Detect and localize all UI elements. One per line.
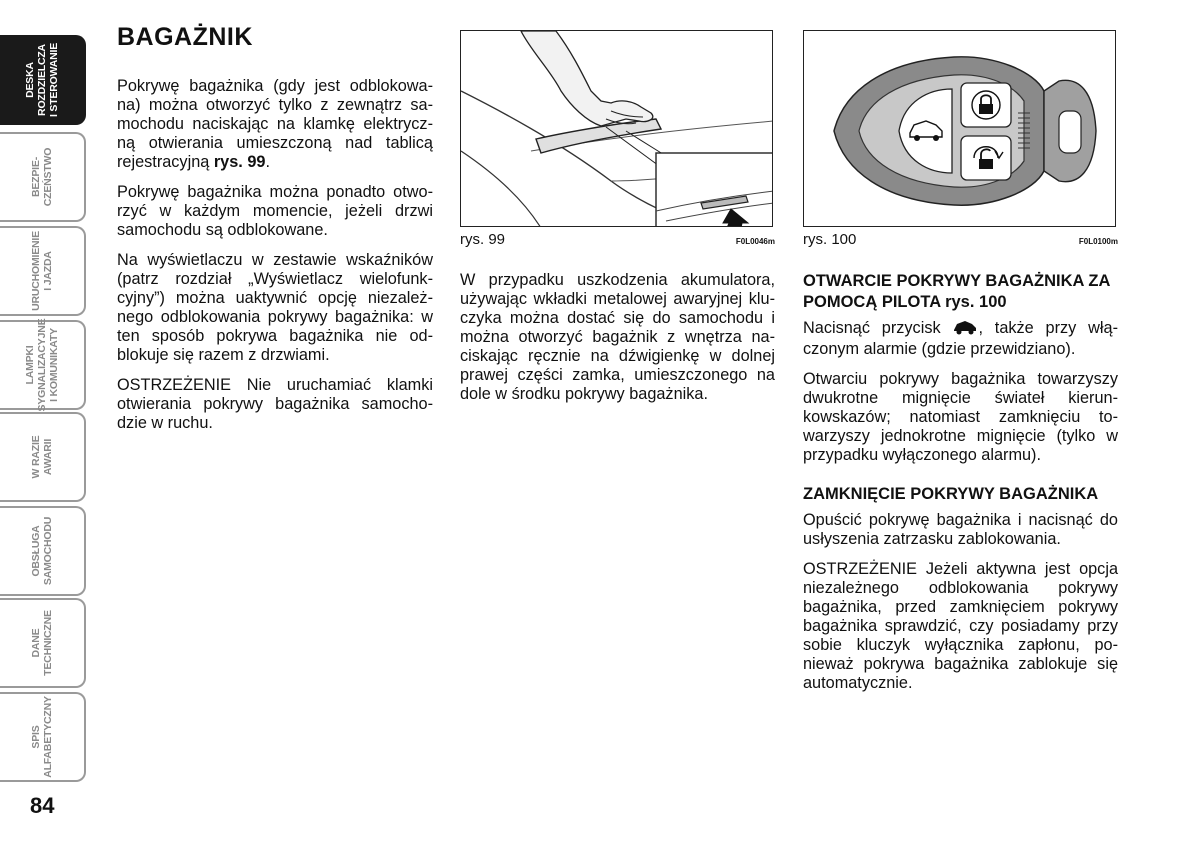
page-title: BAGAŻNIK — [117, 23, 253, 51]
figure-trunk-handle — [460, 30, 773, 227]
unlock-button — [961, 136, 1011, 180]
figure-remote-key — [803, 30, 1116, 227]
paragraph — [803, 319, 1118, 359]
paragraph-text: , także przy włą-czonym alarmie (gdzie przewidziano). — [803, 319, 1118, 358]
tab-label: W RAZIE AWARII — [30, 435, 54, 479]
tab-spis[interactable] — [0, 692, 86, 782]
tab-label: LAMPKI SYGNALIZACYJNE I KOMUNIKATY — [24, 318, 60, 412]
tab-label: URUCHOMIENIE I JAZDA — [30, 231, 54, 311]
paragraph: W przypadku uszkodzenia akumulatora, używając wkładki metalowej awaryjnej klu-czyka można dostać się do samochodu i można otworzyć bagażnik z wnętrza na-ciskając ręcznie na dźwigienkę w dolnej prawej części zamka, umieszczonego na dole w środku pokrywy bagażnika. — [460, 271, 775, 403]
paragraph: Otwarciu pokrywy bagażnika towarzyszy dwukrotne mignięcie świateł kierun-kowskazów; natomiast zamknięciu to-warzyszy jednokrotne mignięcie (tylko w przypadku wyłączonego alarmu). — [803, 370, 1118, 464]
tab-label: BEZPIE- CZEŃSTWO — [30, 147, 54, 207]
tab-obsluga[interactable] — [0, 506, 86, 596]
car-trunk-icon — [952, 319, 978, 340]
figure-code: F0L0046m — [735, 237, 775, 246]
figure-caption — [460, 230, 775, 251]
tab-label: DESKA ROZDZIELCZA I STEROWANIE — [24, 42, 60, 118]
caption-label: rys. 99 — [460, 231, 506, 248]
column-1 — [117, 23, 433, 444]
remote-key-illustration — [804, 31, 1116, 227]
tab-lampki[interactable] — [0, 320, 86, 410]
lock-icon — [972, 91, 1000, 119]
paragraph-text: Pokrywę bagażnika (gdy jest odblokowa-na) można otworzyć tylko z zewnątrz sa-mochodu naciskając na klamkę elektrycz-ną otwierania umieszczoną nad tablicą rejestracyjną — [117, 77, 433, 171]
tab-label: DANE TECHNICZNE — [30, 610, 54, 676]
paragraph-end: . — [265, 153, 270, 171]
figure-caption — [803, 230, 1118, 251]
warning-paragraph: OSTRZEŻENIE Nie uruchamiać klamki otwierania pokrywy bagażnika samocho-dzie w ruchu. — [117, 376, 433, 432]
page-number: 84 — [30, 793, 55, 818]
column-3 — [803, 30, 1118, 704]
paragraph: Pokrywę bagażnika można ponadto otwo-rzyć w każdym momencie, jeżeli drzwi samochodu są odblokowane. — [117, 183, 433, 239]
trunk-handle-illustration — [461, 31, 773, 227]
warning-paragraph: OSTRZEŻENIE Jeżeli aktywna jest opcja niezależnego odblokowania pokrywy bagażnika, przed zamknięciem pokrywy bagażnika sprawdzić, czy posiadamy przy sobie kluczyk wyłącznika zapłonu, po-nieważ pokrywa bagażnika zablokuje się automatycznie. — [803, 560, 1118, 692]
section-heading-open: OTWARCIE POKRYWY BAGAŻNIKA ZA POMOCĄ PILOTA rys. 100 — [803, 272, 1110, 311]
tab-bezpieczenstwo[interactable] — [0, 132, 86, 222]
tab-label: SPIS ALFABETYCZNY — [30, 696, 54, 778]
tab-dane-techniczne[interactable] — [0, 598, 86, 688]
paragraph: Opuścić pokrywę bagażnika i nacisnąć do usłyszenia zatrzasku zablokowania. — [803, 511, 1118, 548]
column-2 — [460, 30, 775, 415]
figure-reference: rys. 99 — [213, 153, 266, 171]
paragraph: Na wyświetlaczu w zestawie wskaźników (patrz rozdział „Wyświetlacz wielofunk-cyjny”) można uaktywnić opcję niezależ-nego odblokowania pokrywy bagażnika: w ten sposób pokrywa bagażnika nie od-blokuje się razem z drzwiami. — [117, 251, 433, 364]
caption-label: rys. 100 — [803, 231, 857, 248]
tab-uruchomienie[interactable] — [0, 226, 86, 316]
tab-label: OBSŁUGA SAMOCHODU — [30, 516, 54, 586]
section-heading-close: ZAMKNIĘCIE POKRYWY BAGAŻNIKA — [803, 485, 1099, 503]
tab-w-razie-awarii[interactable] — [0, 412, 86, 502]
tab-deska-rozdzielcza[interactable] — [0, 35, 86, 125]
figure-code: F0L0100m — [1078, 237, 1118, 246]
paragraph — [117, 77, 433, 172]
paragraph-text: Nacisnąć przycisk — [803, 319, 953, 337]
